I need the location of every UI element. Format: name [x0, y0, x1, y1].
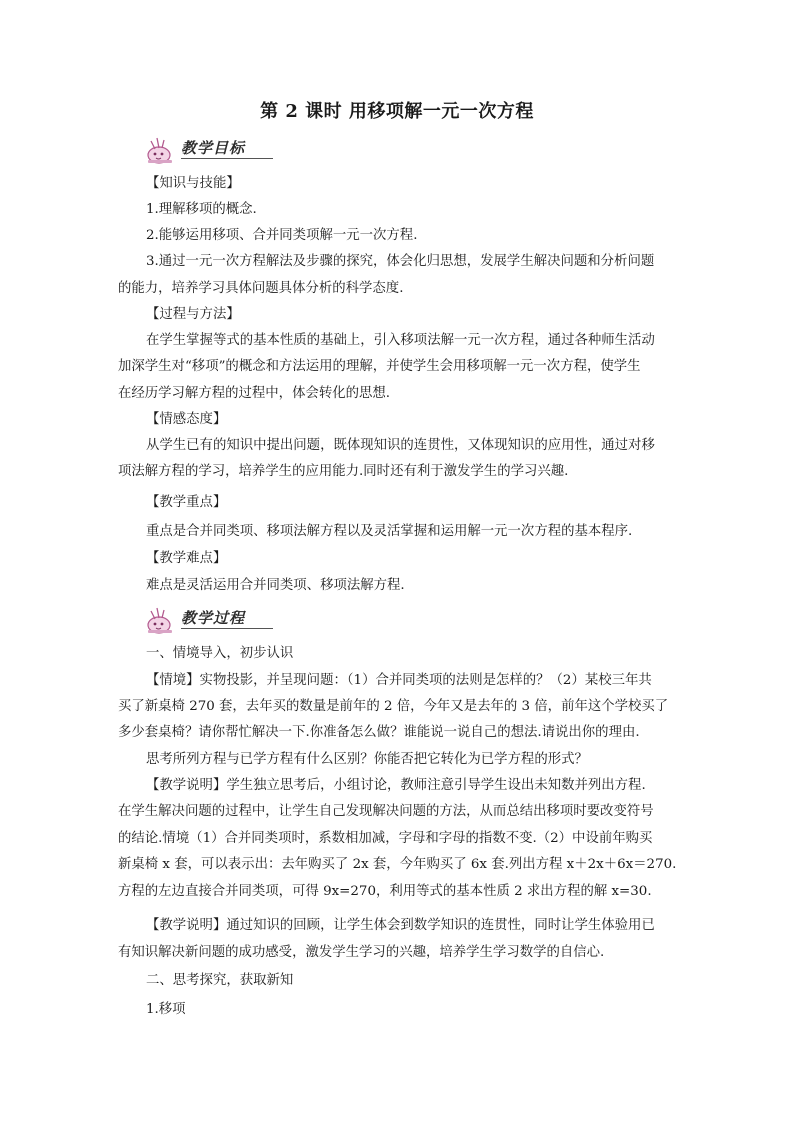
banner-underline: [181, 158, 273, 159]
objective-1: 1.理解移项的概念.: [146, 202, 257, 217]
teaching-note-1-line-2: 在学生解决问题的过程中，让学生自己发现解决问题的方法，从而总结出移项时要改变符号: [118, 804, 654, 819]
section-banner-process: [145, 605, 273, 635]
teaching-note-2-line-1: 【教学说明】通过知识的回顾，让学生体会到数学知识的连贯性，同时让学生体验用已: [146, 918, 655, 933]
process-para-line-2: 加深学生对“移项”的概念和方法运用的理解，并使学生会用移项解一元一次方程，使学生: [118, 359, 641, 374]
section-heading-1: 一、情境导入，初步认识: [146, 646, 294, 661]
process-para-line-1: 在学生掌握等式的基本性质的基础上，引入移项法解一元一次方程，通过各种师生活动: [146, 333, 655, 348]
heading-difficulties: 【教学难点】: [146, 551, 227, 566]
banner-label-process: 教学过程: [181, 609, 246, 627]
teaching-note-1-line-5: 方程的左边直接合并同类项，可得 9x=270，利用等式的基本性质 2 求出方程的解 x=30.: [118, 884, 652, 899]
teaching-note-2-line-2: 有知识解决新问题的成功感受，激发学生学习的兴趣，培养学生学习数学的自信心.: [118, 945, 605, 960]
objective-3: 3.通过一元一次方程解法及步骤的探究，体会化归思想，发展学生解决问题和分析问题: [146, 254, 655, 269]
scenario-line-2: 买了新桌椅 270 套，去年买的数量是前年的 2 倍，今年又是去年的 3 倍，前年这个学校买了: [118, 699, 669, 714]
banner-label-objectives: 教学目标: [181, 139, 246, 157]
objective-2: 2.能够运用移项、合并同类项解一元一次方程.: [146, 228, 418, 243]
objective-3-cont: 的能力，培养学习具体问题具体分析的科学态度.: [118, 281, 404, 296]
difficulties-text: 难点是灵活运用合并同类项、移项法解方程.: [146, 578, 405, 593]
key-points-text: 重点是合并同类项、移项法解方程以及灵活掌握和运用解一元一次方程的基本程序.: [146, 524, 633, 539]
heading-key-points: 【教学重点】: [146, 495, 227, 510]
scenario-question: 思考所列方程与已学方程有什么区别？你能否把它转化为已学方程的形式？: [146, 752, 588, 767]
emotion-para-line-2: 项法解方程的学习，培养学生的应用能力.同时还有利于激发学生的学习兴趣.: [118, 464, 569, 479]
teaching-note-1-line-4: 新桌椅 x 套，可以表示出：去年购买了 2x 套，今年购买了 6x 套.列出方程 x＋2x＋6x＝270.: [118, 857, 677, 872]
teaching-note-1-line-3: 的结论.情境（1）合并同类项时，系数相加减，字母和字母的指数不变.（2）中设前年购买: [118, 831, 653, 846]
heading-knowledge-skills: 【知识与技能】: [146, 176, 240, 191]
banner-underline: [181, 628, 273, 629]
section-banner-objectives: [145, 135, 273, 165]
book-mascot-icon: [145, 135, 177, 165]
subsection-heading-transposition: 1.移项: [146, 1002, 186, 1017]
teaching-note-1-line-1: 【教学说明】学生独立思考后，小组讨论，教师注意引导学生设出未知数并列出方程.: [146, 778, 646, 793]
book-mascot-icon: [145, 605, 177, 635]
heading-emotion-attitude: 【情感态度】: [146, 412, 227, 427]
emotion-para-line-1: 从学生已有的知识中提出问题，既体现知识的连贯性，又体现知识的应用性，通过对移: [146, 438, 655, 453]
lesson-title: 第 2 课时 用移项解一元一次方程: [260, 101, 534, 122]
scenario-line-3: 多少套桌椅？请你帮忙解决一下.你准备怎么做？谁能说一说自己的想法.请说出你的理由.: [118, 725, 640, 740]
section-heading-2: 二、思考探究，获取新知: [146, 973, 294, 988]
scenario-line-1: 【情境】实物投影，并呈现问题：（1）合并同类项的法则是怎样的？（2）某校三年共: [146, 673, 652, 688]
process-para-line-3: 在经历学习解方程的过程中，体会转化的思想.: [118, 386, 391, 401]
heading-process-methods: 【过程与方法】: [146, 307, 240, 322]
